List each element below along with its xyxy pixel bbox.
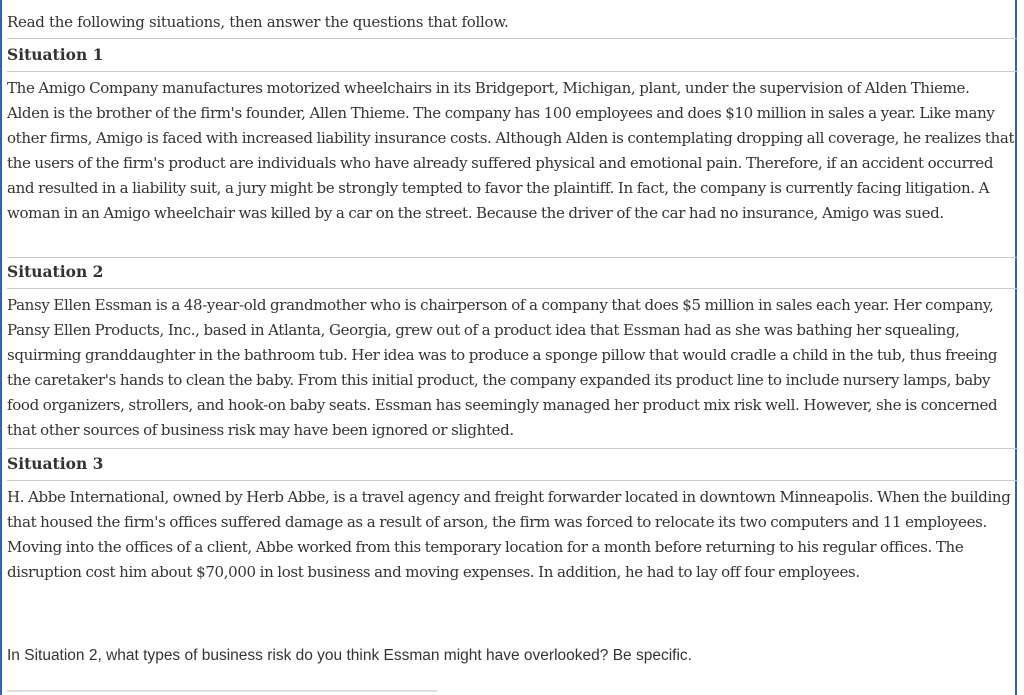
divider <box>7 288 1018 289</box>
situation-2-heading: Situation 2 <box>7 262 104 281</box>
situation-2-text: Pansy Ellen Essman is a 48-year-old grandmother who is chairperson of a company that does $5 million in sales each year. Her company, Pansy Ellen Products, Inc., based in Atlanta, Georgia, grew out of a product idea that Essman had as she was bathing her squealing, squirming granddaughter in the bathroom tub. Her idea was to produce a sponge pillow that would cradle a child in the tub, thus freeing the caretaker's hands to clean the baby. From this initial product, the company expanded its product line to include nursery lamps, baby food organizers, strollers, and hook-on baby seats. Essman has seemingly managed her product mix risk well. However, she is concerned that other sources of business risk may have been ignored or slighted. <box>7 296 998 439</box>
situation-1-text: The Amigo Company manufactures motorized wheelchairs in its Bridgeport, Michigan, plant, under the supervision of Alden Thieme. Alden is the brother of the firm's founder, Allen Thieme. The company has 100 employees and does $10 million in sales a year. Like many other firms, Amigo is faced with increased liability insurance costs. Although Alden is contemplating dropping all coverage, he realizes that the users of the firm's product are individuals who have already suffered physical and emotional pain. Therefore, if an accident occurred and resulted in a liability suit, a jury might be strongly tempted to favor the plaintiff. In fact, the company is currently facing litigation. A woman in an Amigo wheelchair was killed by a car on the street. Because the driver of the car had no insurance, Amigo was sued. <box>7 79 1015 222</box>
situation-3-heading: Situation 3 <box>7 454 104 473</box>
answer-area[interactable] <box>7 690 437 692</box>
divider <box>7 257 1018 258</box>
situation-3-text: H. Abbe International, owned by Herb Abbe, is a travel agency and freight forwarder located in downtown Minneapolis. When the building that housed the firm's offices suffered damage as a result of arson, the firm was forced to relocate its two computers and 11 employees. Moving into the offices of a client, Abbe worked from this temporary location for a month before returning to his regular offices. The disruption cost him about $70,000 in lost business and moving expenses. In addition, he had to lay off four employees. <box>7 488 1011 581</box>
intro-text: Read the following situations, then answer the questions that follow. <box>7 13 509 31</box>
divider <box>7 448 1018 449</box>
divider <box>7 480 1018 481</box>
divider <box>7 71 1018 72</box>
divider <box>7 38 1018 39</box>
situation-1-heading: Situation 1 <box>7 45 104 64</box>
question-text: In Situation 2, what types of business risk do you think Essman might have overlooked? Be specific. <box>7 647 692 664</box>
